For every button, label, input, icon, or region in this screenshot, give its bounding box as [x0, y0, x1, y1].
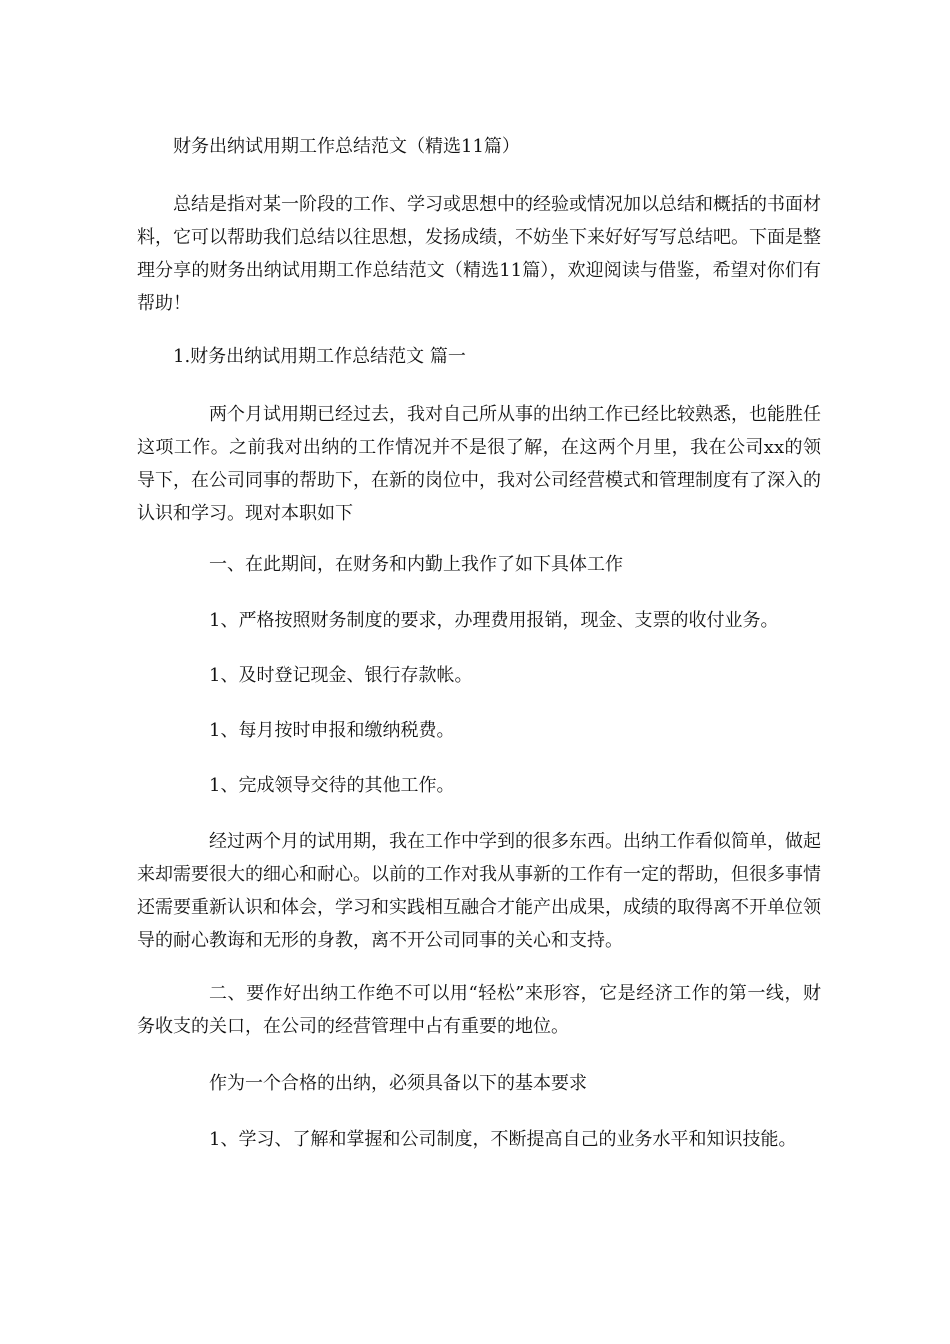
document-title: 财务出纳试用期工作总结范文（精选11篇） [173, 136, 520, 157]
body-paragraph-4: 1、及时登记现金、银行存款帐。 [209, 665, 473, 686]
body-paragraph-5: 1、每月按时申报和缴纳税费。 [209, 720, 455, 741]
body-paragraph-2: 一、在此期间，在财务和内勤上我作了如下具体工作 [209, 554, 623, 575]
body-paragraph-6: 1、完成领导交待的其他工作。 [209, 775, 455, 796]
body-paragraph-1: 两个月试用期已经过去，我对自己所从事的出纳工作已经比较熟悉，也能胜任这项工作。之前我对出纳的工作情况并不是很了解，在这两个月里，我在公司xx的领导下，在公司同事的帮助下，在新的岗位中，我对公司经营模式和管理制度有了深入的认识和学习。现对本职如下 [137, 404, 821, 524]
body-paragraph-9: 作为一个合格的出纳，必须具备以下的基本要求 [209, 1073, 587, 1094]
intro-paragraph: 总结是指对某一阶段的工作、学习或思想中的经验或情况加以总结和概括的书面材料，它可以帮助我们总结以往思想，发扬成绩，不妨坐下来好好写写总结吧。下面是整理分享的财务出纳试用期工作总结范文（精选11篇），欢迎阅读与借鉴，希望对你们有帮助！ [137, 194, 821, 314]
body-paragraph-7: 经过两个月的试用期，我在工作中学到的很多东西。出纳工作看似简单，做起来却需要很大的细心和耐心。以前的工作对我从事新的工作有一定的帮助，但很多事情还需要重新认识和体会，学习和实践相互融合才能产出成果，成绩的取得离不开单位领导的耐心教诲和无形的身教，离不开公司同事的关心和支持。 [137, 831, 821, 951]
body-paragraph-8: 二、要作好出纳工作绝不可以用“轻松”来形容，它是经济工作的第一线，财务收支的关口，在公司的经营管理中占有重要的地位。 [137, 983, 821, 1037]
body-paragraph-10: 1、学习、了解和掌握和公司制度，不断提高自己的业务水平和知识技能。 [209, 1129, 797, 1150]
body-paragraph-3: 1、严格按照财务制度的要求，办理费用报销，现金、支票的收付业务。 [209, 610, 779, 631]
section-heading: 1.财务出纳试用期工作总结范文 篇一 [173, 346, 466, 367]
